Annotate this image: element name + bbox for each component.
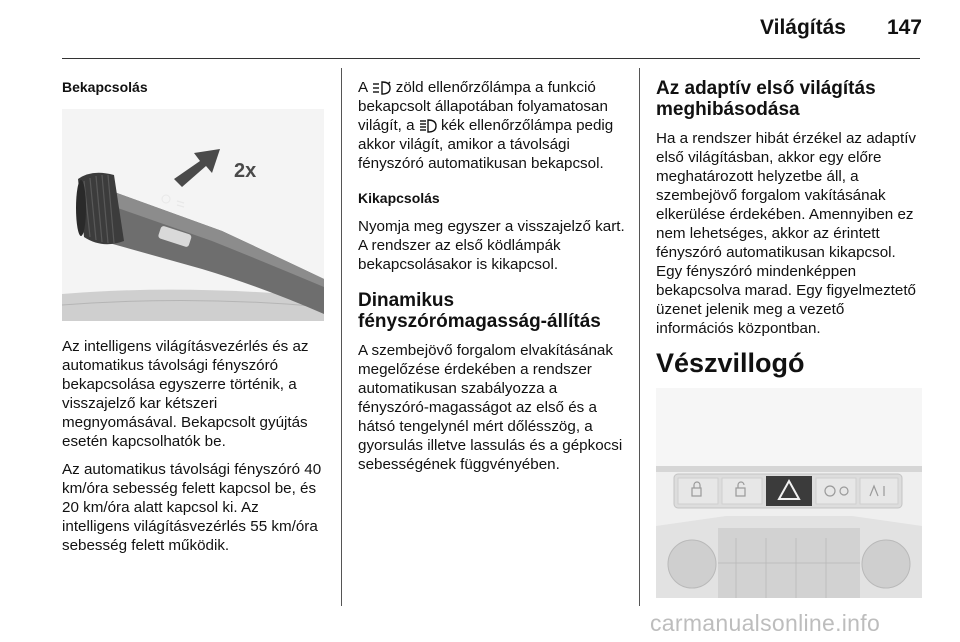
indicator-stalk-illustration bbox=[62, 109, 324, 321]
column-3 bbox=[656, 78, 926, 598]
text-fragment: zöld ellenőrzőlámpa a funkció bekapcsolt állapotában folyamatosan világít, a bbox=[358, 79, 608, 134]
page-title: Világítás bbox=[760, 16, 846, 39]
paragraph: A szembejövő forgalom elvakításának megelőzése érdekében a rendszer automatikusan szabályozza a fényszóró-magasságot az első és a hátsó tengelynél mért dőlésszög, a gyorsulás illetve lassulás és a gépkocsi sebességének függvényében. bbox=[358, 342, 623, 473]
paragraph: Az intelligens világításvezérlés és az automatikus távolsági fényszóró bekapcsolása egyszerre történik, a visszajelző kar kétszeri megnyomásával. Bekapcsolt gyújtás esetén kapcsolhatók be. bbox=[62, 338, 309, 450]
column-1 bbox=[62, 78, 327, 564]
header-rule bbox=[62, 58, 920, 59]
paragraph: Nyomja meg egyszer a visszajelző kart. A rendszer az első ködlámpák bekapcsolásakor is kikapcsol. bbox=[358, 218, 625, 273]
text-fragment: kék ellenőrzőlámpa pedig akkor világít, amikor a távolsági fényszóró automatikusan bekapcsol. bbox=[358, 117, 614, 172]
watermark: carmanualsonline.info bbox=[650, 610, 881, 636]
paragraph-indicator-lamps bbox=[358, 78, 626, 173]
page-number: 147 bbox=[886, 16, 922, 39]
paragraph: Az automatikus távolsági fényszóró 40 km/óra sebesség felett kapcsol be, és 20 km/óra alatt kapcsol ki. Az intelligens világításvezérlés 55 km/óra sebesség felett működik. bbox=[62, 461, 322, 554]
column-divider-2 bbox=[639, 68, 640, 606]
section-heading-hazard-flashers: Vészvillogó bbox=[656, 348, 805, 378]
text-fragment: A bbox=[358, 79, 372, 96]
section-heading-switch-on: Bekapcsolás bbox=[62, 79, 148, 95]
high-beam-assist-icon bbox=[372, 81, 392, 95]
hazard-button-illustration bbox=[656, 388, 922, 598]
column-2 bbox=[358, 78, 626, 483]
figure-label: 2x bbox=[234, 160, 257, 182]
paragraph: Ha a rendszer hibát érzékel az adaptív első világításban, akkor egy előre meghatározott helyzetbe áll, a szembejövő forgalom vakításának elkerülése érdekében. Amennyiben ez nem lehetséges, akkor az érintett fényszóró automatikusan kikapcsol. Egy fényszóró mindenképpen bekapcsolva marad. Egy figyelmeztető üzenet jelenik meg a vezető információs központban. bbox=[656, 130, 917, 337]
section-heading-switch-off: Kikapcsolás bbox=[358, 190, 440, 206]
section-heading-dynamic-levelling: Dinamikus fényszórómagasság-állítás bbox=[358, 290, 601, 332]
column-divider-1 bbox=[341, 68, 342, 606]
section-heading-afl-fault: Az adaptív első világítás meghibásodása bbox=[656, 78, 876, 120]
high-beam-icon bbox=[419, 119, 437, 133]
